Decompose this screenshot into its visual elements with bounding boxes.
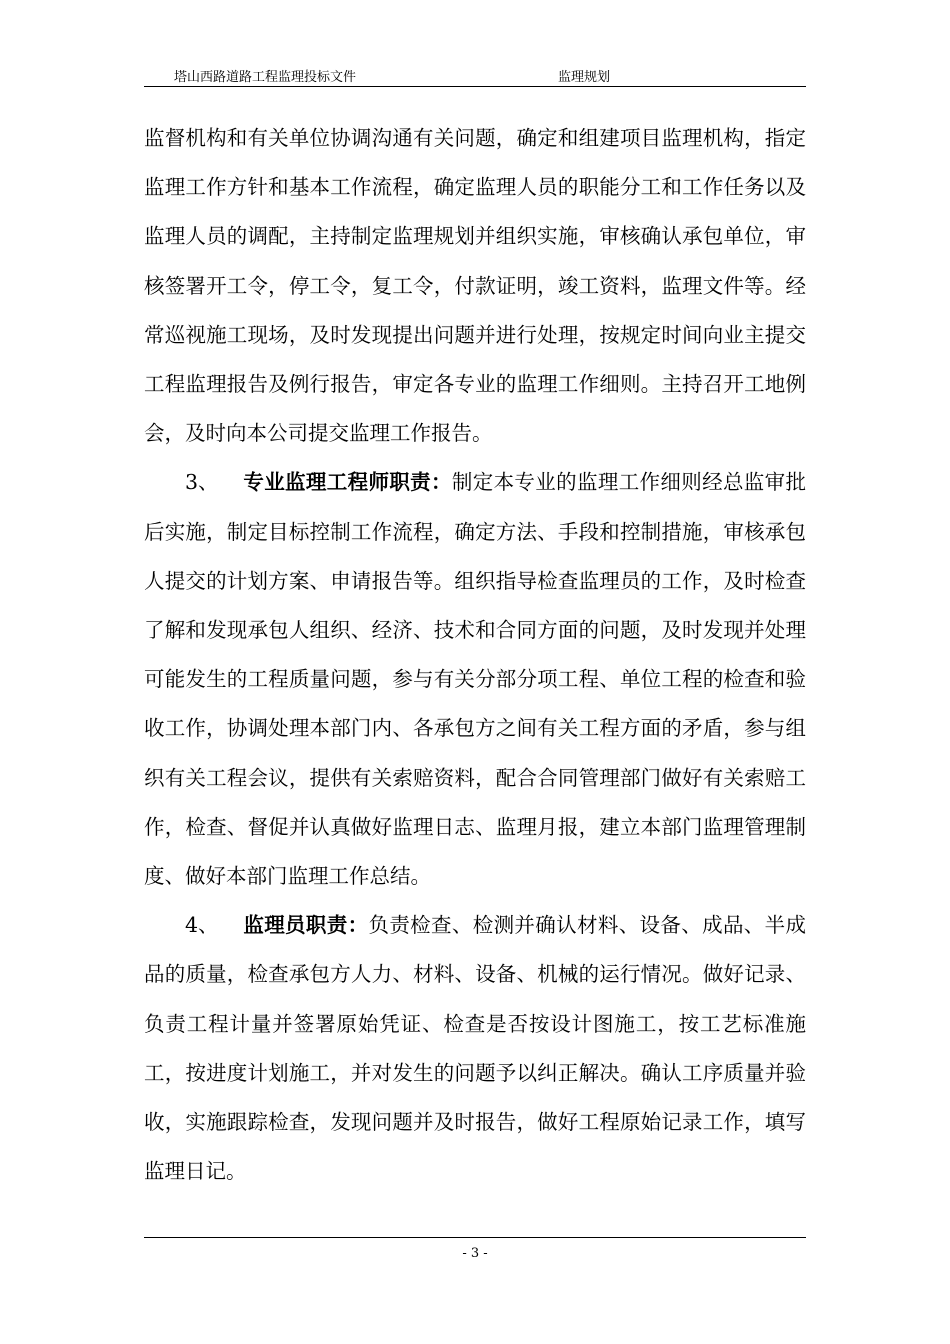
page-header <box>144 62 806 87</box>
footer-divider <box>144 1237 806 1238</box>
page-number: - 3 - <box>462 1246 488 1261</box>
item-number: 4、 <box>185 913 219 938</box>
paragraph-text: 监督机构和有关单位协调沟通有关问题，确定和组建项目监理机构，指定监理工作方针和基本工作流程，确定监理人员的职能分工和工作任务以及监理人员的调配，主持制定监理规划并组织实施，审核确认承包单位，审核签署开工令，停工令，复工令，付款证明，竣工资料，监理文件等。经常巡视施工现场，及时发现提出问题并进行处理，按规定时间向业主提交工程监理报告及例行报告，审定各专业的监理工作细则。主持召开工地例会，及时向本公司提交监理工作报告。 <box>144 126 806 446</box>
paragraph-chief-duties-continued <box>144 114 806 458</box>
header-section-title: 监理规划 <box>558 70 611 85</box>
paragraph-supervisor-duties <box>144 901 806 1196</box>
paragraph-text: 制定本专业的监理工作细则经总监审批后实施，制定目标控制工作流程，确定方法、手段和控制措施，审核承包人提交的计划方案、申请报告等。组织指导检查监理员的工作，及时检查了解和发现承包人组织、经济、技术和合同方面的问题，及时发现并处理可能发生的工程质量问题，参与有关分部分项工程、单位工程的检查和验收工作，协调处理本部门内、各承包方之间有关工程方面的矛盾，参与组织有关工程会议，提供有关索赔资料，配合合同管理部门做好有关索赔工作，检查、督促并认真做好监理日志、监理月报，建立本部门监理管理制度、做好本部门监理工作总结。 <box>144 470 807 889</box>
item-number: 3、 <box>185 470 219 495</box>
header-document-title: 塔山西路道路工程监理投标文件 <box>174 70 357 85</box>
item-title: 监理员职责： <box>243 913 369 938</box>
paragraph-text: 负责检查、检测并确认材料、设备、成品、半成品的质量，检查承包方人力、材料、设备、机械的运行情况。做好记录、负责工程计量并签署原始凭证、检查是否按设计图施工，按工艺标准施工，按进度计划施工，并对发生的问题予以纠正解决。确认工序质量并验收，实施跟踪检查，发现问题并及时报告，做好工程原始记录工作，填写监理日记。 <box>144 913 807 1184</box>
item-title: 专业监理工程师职责： <box>243 470 452 495</box>
paragraph-specialist-engineer-duties <box>144 458 806 901</box>
body-text <box>144 114 806 1196</box>
